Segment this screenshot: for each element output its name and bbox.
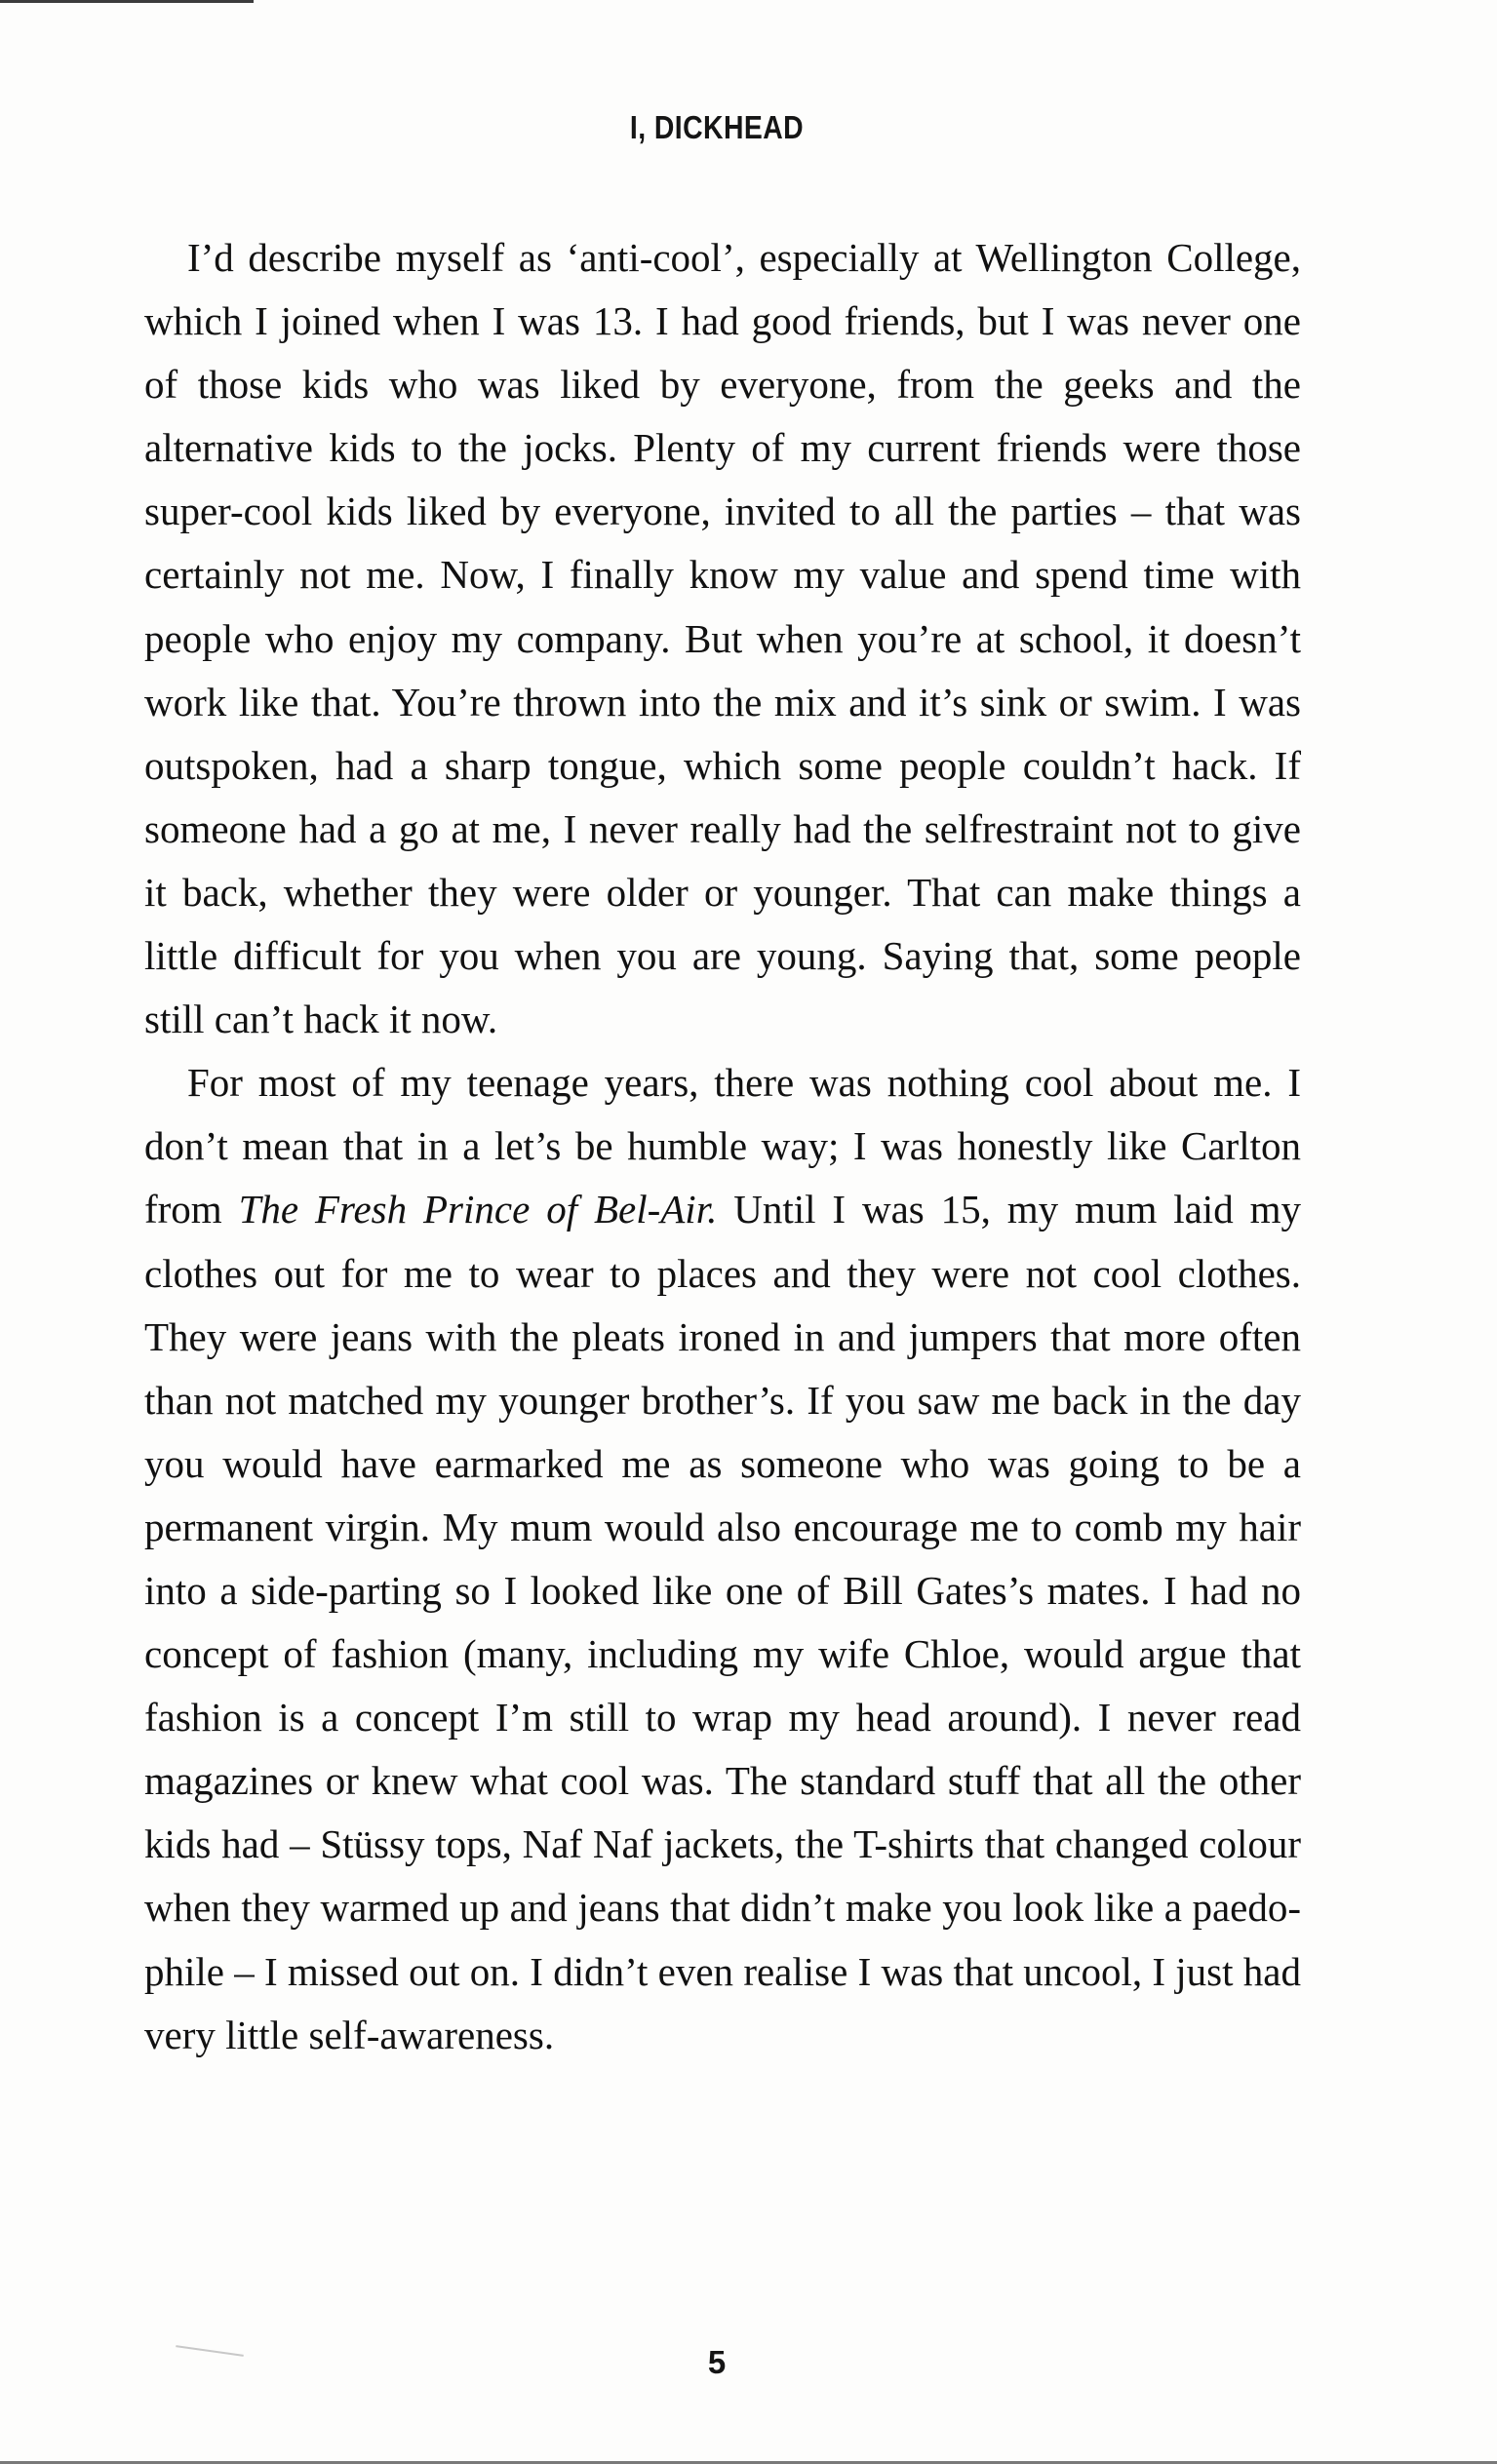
paragraph-2-after-title: Until I was 15, my mum laid my clothes out for me to wear to places and they were not cool clothes. They were jeans with the pleats ironed in and jumpers that more often than not matched my younger brother’s. If you saw me back in the day you would have earmarked me as someone who was going to be a permanent virgin. My mum would also encourage me to comb my hair into a side-parting so I looked like one of Bill Gates’s mates. I had no concept of fashion (many, including my wife Chloe, would argue that fashion is a concept I’m still to wrap my head around). I never read magazines or knew what cool was. The standard stuff that all the other kids had – Stüssy tops, Naf Naf jackets, the T-shirts that changed colour when they warmed up and jeans that didn’t make you look like a paedophile – I missed out on. I didn’t even realise I was that uncool, I just had very little self-awareness. bbox=[144, 1187, 1301, 2057]
paragraph-2 bbox=[144, 1051, 1301, 2067]
scan-edge-top bbox=[0, 0, 254, 3]
running-head: I, DICKHEAD bbox=[629, 109, 805, 145]
page-number: 5 bbox=[707, 2344, 727, 2380]
body-text bbox=[144, 226, 1301, 2067]
paragraph-1: I’d describe myself as ‘anti-cool’, especially at Wellington College, which I joined when I was 13. I had good friends, but I was never one of those kids who was liked by everyone, from the geeks and the alternative kids to the jocks. Plenty of my current friends were those super-cool kids liked by everyone, invited to all the parties – that was certainly not me. Now, I finally know my value and spend time with people who enjoy my company. But when you’re at school, it doesn’t work like that. You’re thrown into the mix and it’s sink or swim. I was outspoken, had a sharp tongue, which some people couldn’t hack. If someone had a go at me, I never really had the selfrestraint not to give it back, whether they were older or younger. That can make things a little difficult for you when you are young. Saying that, some people still can’t hack it now. bbox=[144, 235, 1301, 1042]
paragraph-2-before-title: For most of my teenage years, there was nothing cool about me. I don’t mean that in a let’s be humble way; I was honestly like Carlton from bbox=[144, 1060, 1301, 1232]
tv-show-title: The Fresh Prince of Bel-Air. bbox=[238, 1187, 718, 1232]
